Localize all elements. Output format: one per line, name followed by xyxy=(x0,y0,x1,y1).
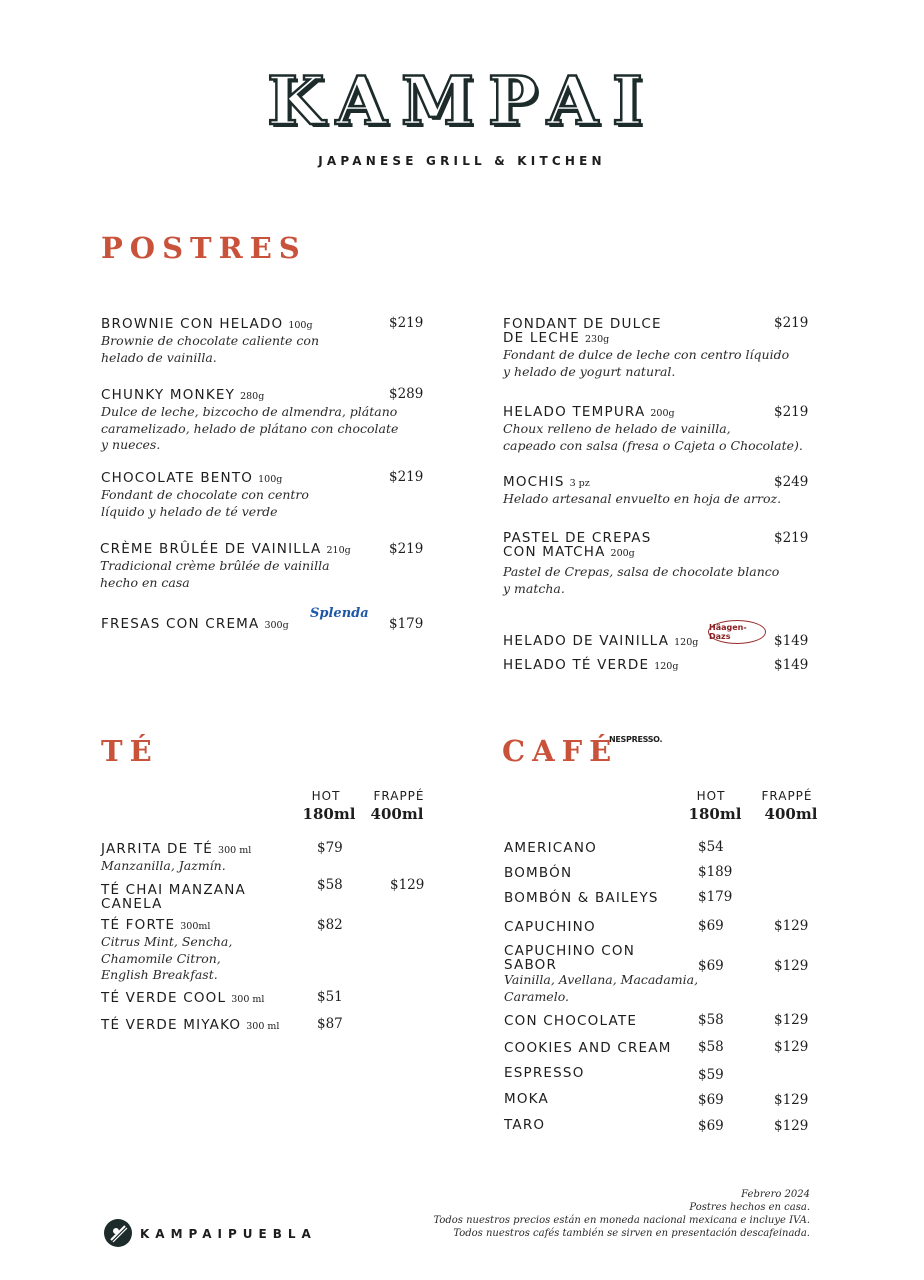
menu-item xyxy=(101,617,289,633)
item-desc: capeado con salsa (fresa o Cajeta o Chocolate). xyxy=(503,437,803,453)
menu-item-name: CON CHOCOLATE xyxy=(504,1013,638,1029)
item-name: PASTEL DE CREPAS xyxy=(503,530,652,546)
col-hot-label: HOT xyxy=(311,789,341,803)
item-qty: 200g xyxy=(650,408,675,419)
item-desc: Dulce de leche, bizcocho de almendra, plátano xyxy=(101,404,398,419)
social-handle[interactable]: KAMPAIPUEBLA xyxy=(140,1227,317,1241)
col-frappe-size: 400ml xyxy=(370,805,424,823)
item-price-hot: $69 xyxy=(698,958,724,974)
item-desc: Fondant de dulce de leche con centro líquido xyxy=(503,347,790,362)
item-desc: English Breakfast. xyxy=(101,967,218,982)
item-desc: Citrus Mint, Sencha, xyxy=(101,934,233,949)
item-qty: 200g xyxy=(610,548,635,559)
item-price-frappe: $129 xyxy=(774,1092,809,1108)
menu-item xyxy=(101,991,264,1007)
item-qty: 280g xyxy=(240,391,265,402)
splenda-logo-icon: Splenda xyxy=(310,606,369,621)
item-price-hot: $179 xyxy=(698,889,733,905)
item-desc: líquido y helado de té verde xyxy=(101,503,278,519)
menu-item-name: TARO xyxy=(504,1117,546,1133)
menu-item xyxy=(503,317,789,380)
item-name: BROWNIE CON HELADO xyxy=(101,316,284,332)
item-qty: 300ml xyxy=(180,921,211,932)
menu-item xyxy=(503,634,698,650)
item-price: $219 xyxy=(389,541,424,557)
item-price-frappe: $129 xyxy=(774,1039,809,1055)
item-qty: 300 ml xyxy=(231,994,265,1005)
item-name: FONDANT DE DULCE xyxy=(503,316,662,332)
item-name: CAPUCHINO CON xyxy=(504,943,636,959)
item-price: $179 xyxy=(389,616,424,632)
menu-item-name: BOMBÓN & BAILEYS xyxy=(504,890,659,906)
menu-item-name: ESPRESSO xyxy=(504,1065,585,1081)
footer-notes xyxy=(433,1188,810,1240)
item-name: JARRITA DE TÉ xyxy=(101,841,214,857)
menu-item-name: MOKA xyxy=(504,1091,549,1107)
menu-item xyxy=(101,842,251,875)
footer-note: Todos nuestros cafés también se sirven en presentación descafeinada. xyxy=(453,1228,810,1239)
item-name: TÉ FORTE xyxy=(101,917,176,933)
menu-item xyxy=(503,475,781,508)
footer-note: Postres hechos en casa. xyxy=(689,1202,810,1213)
tagline: JAPANESE GRILL & KITCHEN xyxy=(318,154,606,168)
kampai-social-icon xyxy=(104,1219,132,1247)
item-qty: 120g xyxy=(654,661,679,672)
col-frappe-label: FRAPPÉ xyxy=(373,789,425,803)
item-desc: Vainilla, Avellana, Macadamia, xyxy=(504,972,699,987)
menu-item xyxy=(504,944,698,1005)
item-qty: 210g xyxy=(326,545,351,556)
item-price-frappe: $129 xyxy=(774,1012,809,1028)
item-desc: Helado artesanal envuelto en hoja de arroz. xyxy=(503,491,782,506)
item-price: $149 xyxy=(774,657,809,673)
section-title-te: TÉ xyxy=(101,734,159,768)
menu-item xyxy=(101,1018,279,1034)
item-name: CANELA xyxy=(101,896,163,912)
item-price-frappe: $129 xyxy=(774,1118,809,1134)
item-price: $149 xyxy=(774,633,809,649)
item-name: HELADO DE VAINILLA xyxy=(503,633,670,649)
item-price: $289 xyxy=(389,386,424,402)
col-hot-size: 180ml xyxy=(302,805,356,823)
item-price-hot: $189 xyxy=(698,864,733,880)
menu-item-name: COOKIES AND CREAM xyxy=(504,1040,672,1056)
item-price-frappe: $129 xyxy=(774,958,809,974)
item-price-hot: $82 xyxy=(317,917,343,933)
brand-logo: KAMPAI xyxy=(267,62,657,140)
menu-item xyxy=(101,918,232,984)
menu-item xyxy=(503,658,678,674)
item-desc: y nueces. xyxy=(101,437,161,452)
item-price-hot: $87 xyxy=(317,1016,343,1032)
item-price-hot: $69 xyxy=(698,1092,724,1108)
item-name: FRESAS CON CREMA xyxy=(101,616,260,632)
item-name: HELADO TÉ VERDE xyxy=(503,657,650,673)
item-desc: Chamomile Citron, xyxy=(101,950,221,966)
item-price-hot: $58 xyxy=(317,877,343,893)
item-price-hot: $69 xyxy=(698,1118,724,1134)
item-price-frappe: $129 xyxy=(774,918,809,934)
menu-item xyxy=(101,471,309,520)
item-price: $219 xyxy=(774,530,809,546)
item-desc: Manzanilla, Jazmín. xyxy=(101,858,226,873)
menu-item xyxy=(503,405,803,454)
item-price: $219 xyxy=(389,469,424,485)
col-hot-label: HOT xyxy=(696,789,726,803)
item-qty: 300g xyxy=(264,620,289,631)
item-desc: Fondant de chocolate con centro xyxy=(101,487,309,502)
item-qty: 230g xyxy=(584,334,610,345)
menu-item-name: CAPUCHINO xyxy=(504,919,596,935)
menu-item-name: AMERICANO xyxy=(504,840,597,856)
menu-item-name: BOMBÓN xyxy=(504,865,573,881)
item-price-hot: $59 xyxy=(698,1067,724,1083)
item-price-hot: $79 xyxy=(317,840,343,856)
item-qty: 100g xyxy=(258,474,283,485)
item-name: HELADO TEMPURA xyxy=(503,404,646,420)
item-desc: hecho en casa xyxy=(100,574,190,590)
item-price-hot: $54 xyxy=(698,839,724,855)
menu-item xyxy=(101,388,398,454)
item-desc: y matcha. xyxy=(503,580,565,596)
item-qty: 3 pz xyxy=(569,478,590,489)
menu-item xyxy=(503,531,779,597)
item-price-hot: $51 xyxy=(317,989,343,1005)
nespresso-logo-icon: NESPRESSO. xyxy=(609,735,663,744)
item-qty: 120g xyxy=(674,637,699,648)
item-desc: Choux relleno de helado de vainilla, xyxy=(503,421,731,436)
item-qty: 100g xyxy=(288,320,313,331)
item-name: CHOCOLATE BENTO xyxy=(101,470,254,486)
item-desc: Pastel de Crepas, salsa de chocolate blanco xyxy=(503,564,780,579)
item-price-hot: $58 xyxy=(698,1039,724,1055)
item-price-frappe: $129 xyxy=(390,877,425,893)
item-name: CRÈME BRÛLÉE DE VAINILLA xyxy=(100,541,322,557)
item-name: MOCHIS xyxy=(503,474,565,490)
item-price-hot: $58 xyxy=(698,1012,724,1028)
item-qty: 300 ml xyxy=(218,845,252,856)
menu-item xyxy=(101,317,319,366)
menu-item xyxy=(101,883,246,911)
item-price: $219 xyxy=(389,315,424,331)
item-name: CON MATCHA xyxy=(503,544,606,560)
item-name: DE LECHE xyxy=(503,330,580,346)
haagen-dazs-logo-icon: Häagen-Dazs xyxy=(708,620,766,644)
item-name: CHUNKY MONKEY xyxy=(101,387,236,403)
item-name: TÉ CHAI MANZANA xyxy=(101,882,246,898)
item-desc: caramelizado, helado de plátano con chocolate xyxy=(101,420,399,436)
item-desc: Tradicional crème brûlée de vainilla xyxy=(100,558,330,573)
item-price: $249 xyxy=(774,474,809,490)
col-frappe-size: 400ml xyxy=(764,805,818,823)
item-qty: 300 ml xyxy=(246,1021,280,1032)
menu-item xyxy=(100,542,351,591)
section-title-cafe: CAFÉ xyxy=(502,734,619,768)
col-hot-size: 180ml xyxy=(688,805,742,823)
col-frappe-label: FRAPPÉ xyxy=(761,789,813,803)
footer-note: Todos nuestros precios están en moneda nacional mexicana e incluye IVA. xyxy=(433,1215,810,1226)
item-desc: Brownie de chocolate caliente con xyxy=(101,333,319,348)
footer-date: Febrero 2024 xyxy=(741,1189,810,1200)
item-desc: Caramelo. xyxy=(504,988,569,1004)
item-name: TÉ VERDE COOL xyxy=(101,990,227,1006)
item-desc: helado de vainilla. xyxy=(101,349,217,365)
item-name: SABOR xyxy=(504,957,558,973)
item-price: $219 xyxy=(774,404,809,420)
item-price-hot: $69 xyxy=(698,918,724,934)
section-title-postres: POSTRES xyxy=(101,231,307,265)
item-name: TÉ VERDE MIYAKO xyxy=(101,1017,242,1033)
item-desc: y helado de yogurt natural. xyxy=(503,363,676,379)
chopsticks-icon xyxy=(104,1219,132,1247)
item-price: $219 xyxy=(774,315,809,331)
